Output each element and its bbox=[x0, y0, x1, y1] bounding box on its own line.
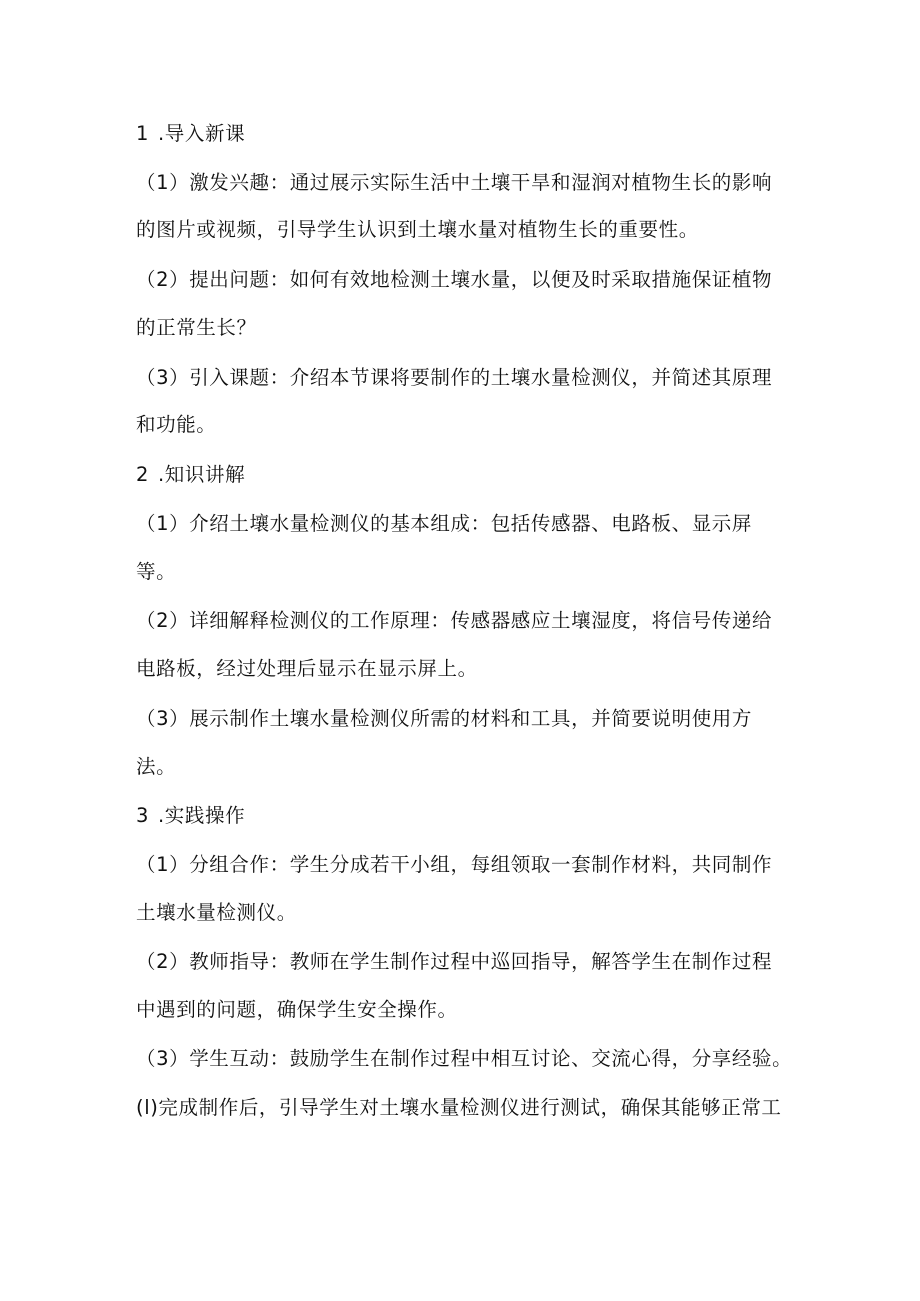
section-1-title: .导入新课 bbox=[158, 122, 246, 145]
section-3-heading bbox=[136, 803, 245, 829]
section-1-item-1-line-1: （1）激发兴趣：通过展示实际生活中土壤干旱和湿润对植物生长的影响 bbox=[136, 171, 773, 194]
section-3-item-2-line-1: （2）教师指导：教师在学生制作过程中巡回指导，解答学生在制作过程 bbox=[136, 950, 773, 973]
section-3-item-3-line-1: （3）学生互动：鼓励学生在制作过程中相互讨论、交流心得，分享经验。 bbox=[136, 1047, 793, 1070]
section-2-item-3-line-1: （3）展示制作土壤水量检测仪所需的材料和工具，并简要说明使用方 bbox=[136, 707, 753, 730]
section-2-item-1-line-2: 等。 bbox=[136, 560, 177, 583]
section-2-item-3-line-2: 法。 bbox=[136, 755, 177, 778]
section-1-item-1-line-2: 的图片或视频，引导学生认识到土壤水量对植物生长的重要性。 bbox=[136, 218, 699, 241]
section-1-item-3-line-1: （3）引入课题：介绍本节课将要制作的土壤水量检测仪，并简述其原理 bbox=[136, 366, 773, 389]
section-3-item-2-line-2: 中遇到的问题，确保学生安全操作。 bbox=[136, 998, 458, 1021]
section-3-item-1-line-2: 土壤水量检测仪。 bbox=[136, 901, 297, 924]
section-2-item-2-line-2: 电路板，经过处理后显示在显示屏上。 bbox=[136, 657, 478, 680]
section-3-item-1-line-1: （1）分组合作：学生分成若干小组，每组领取一套制作材料，共同制作 bbox=[136, 853, 773, 876]
section-2-item-2-line-1: （2）详细解释检测仪的工作原理：传感器感应土壤湿度，将信号传递给 bbox=[136, 609, 773, 632]
section-3-title: .实践操作 bbox=[158, 804, 246, 827]
section-2-item-1-line-1: （1）介绍土壤水量检测仪的基本组成：包括传感器、电路板、显示屏 bbox=[136, 512, 753, 535]
section-1-number: 1 bbox=[136, 122, 150, 145]
section-2-heading bbox=[136, 462, 245, 488]
section-1-item-3-line-2: 和功能。 bbox=[136, 413, 217, 436]
section-3-number: 3 bbox=[136, 804, 150, 827]
section-2-title: .知识讲解 bbox=[158, 463, 246, 486]
section-1-heading bbox=[136, 121, 245, 147]
section-3-item-4-line-1: (l)完成制作后，引导学生对土壤水量检测仪进行测试，确保其能够正常工 bbox=[136, 1096, 782, 1119]
section-1-item-2-line-2: 的正常生长？ bbox=[136, 316, 257, 339]
section-1-item-2-line-1: （2）提出问题：如何有效地检测土壤水量，以便及时采取措施保证植物 bbox=[136, 268, 773, 291]
section-2-number: 2 bbox=[136, 463, 150, 486]
